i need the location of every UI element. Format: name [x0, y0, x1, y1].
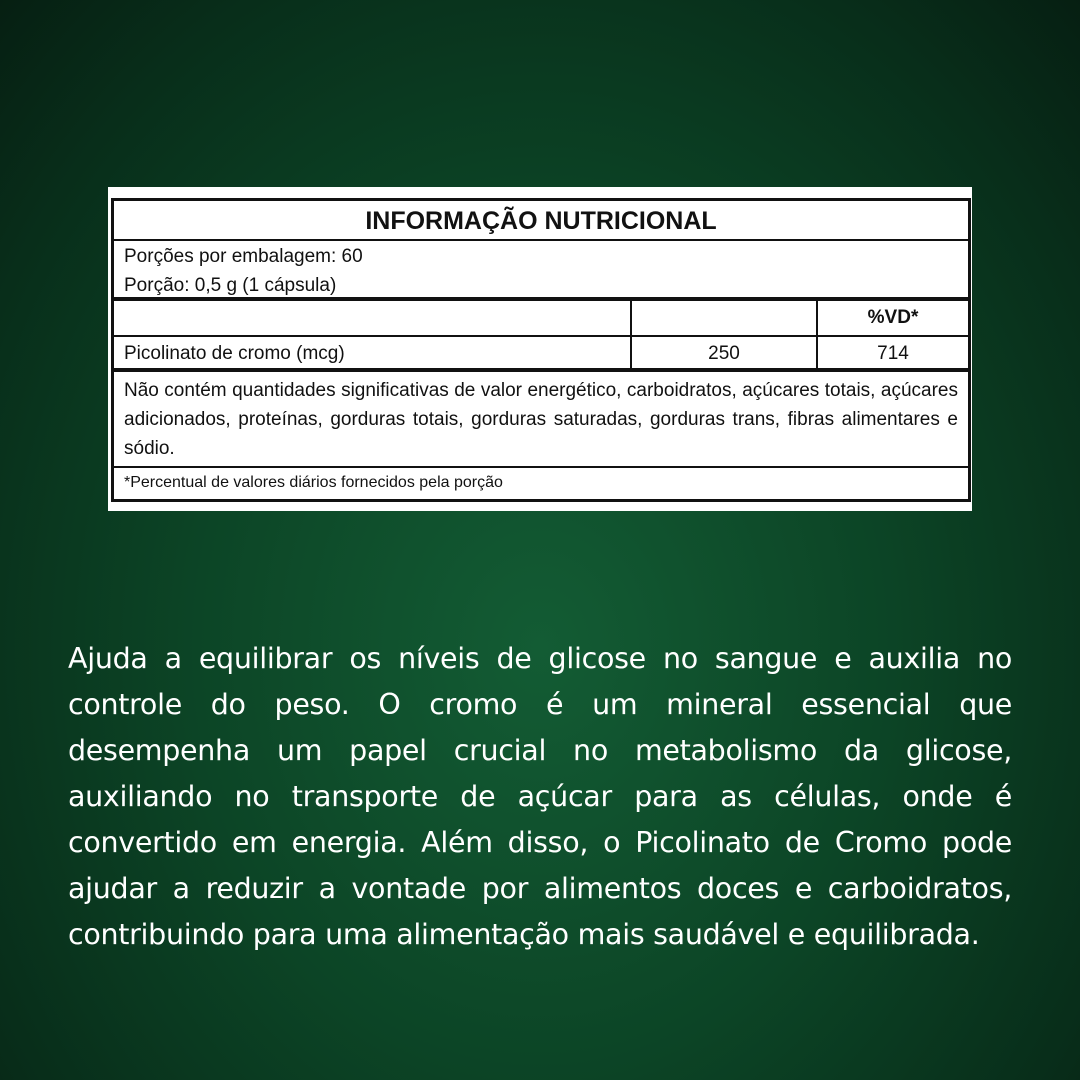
header-cell-daily-value: %VD* — [867, 307, 919, 328]
servings-per-package: Porções por embalagem: 60 — [124, 246, 363, 267]
product-description: Ajuda a equilibrar os níveis de glicose no sangue e auxilia no controle do peso. O cromo é um mineral essencial que desempenha um papel crucial no metabolismo da glicose, auxiliando no transporte de açúcar para as células, onde é convertido em energia. Além disso, o Picolinato de Cromo pode ajudar a reduzir a vontade por alimentos doces e carboidratos, contribuindo para uma alimentação mais saudável e equilibrada. — [68, 642, 1012, 951]
nutrition-label-card — [108, 187, 972, 511]
nutrient-name: Picolinato de cromo (mcg) — [114, 337, 632, 368]
serving-size: Porção: 0,5 g (1 cápsula) — [124, 275, 337, 296]
serving-info — [114, 241, 968, 301]
nutrition-label-table — [111, 198, 971, 502]
nutrition-label-title: INFORMAÇÃO NUTRICIONAL — [114, 201, 968, 241]
nutrition-footnote: *Percentual de valores diários fornecidos pela porção — [124, 474, 503, 491]
nutrient-amount: 250 — [632, 337, 818, 368]
table-header-row — [114, 301, 968, 337]
header-cell-amount — [632, 301, 818, 335]
nutrient-daily-value: 714 — [877, 343, 909, 364]
header-cell-name — [114, 301, 632, 335]
nutrition-note: Não contém quantidades significativas de valor energético, carboidratos, açúcares totais, açúcares adicionados, proteínas, gorduras totais, gorduras saturadas, gorduras trans, fibras alimentares e sódio. — [114, 372, 968, 468]
table-row — [114, 337, 968, 372]
